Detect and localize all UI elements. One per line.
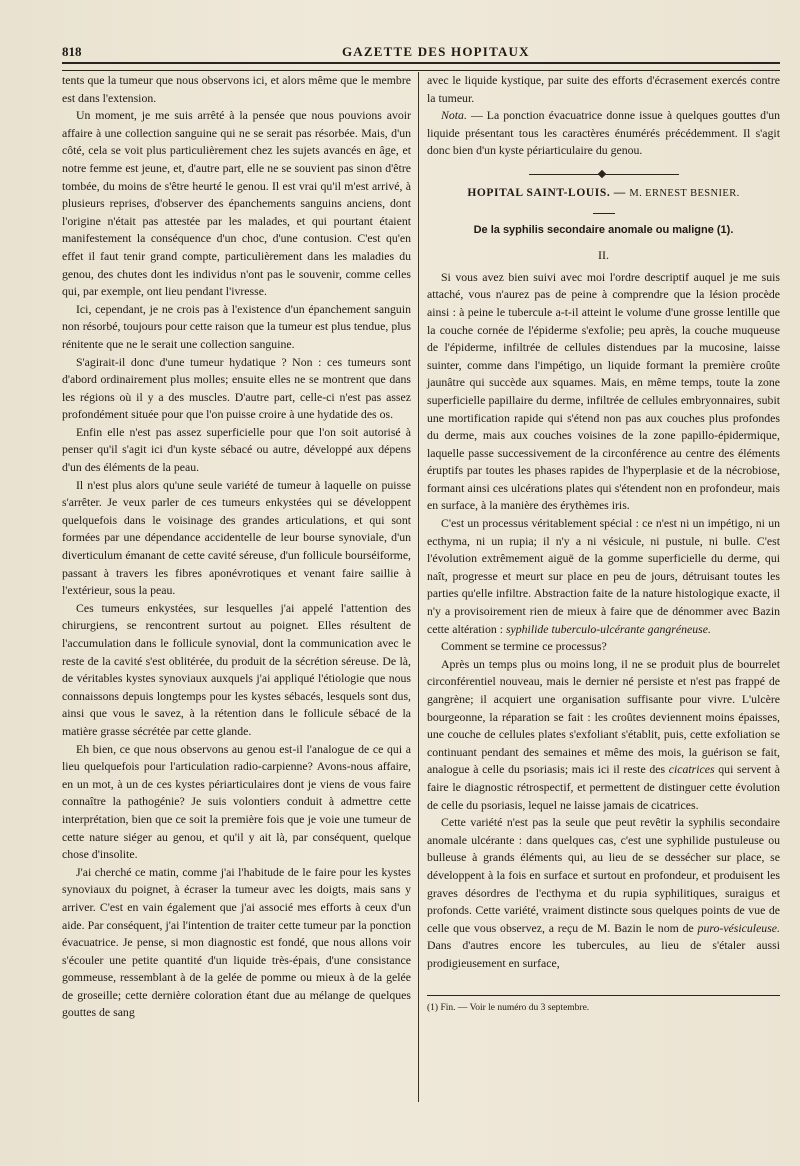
left-paragraph-3: Ici, cependant, je ne crois pas à l'existence d'un épanchement sanguin non résorbé, toujours pour cette raison que la tumeur est plus tendue, plus rénitente que ne le serait une collection sanguine.	[62, 301, 411, 351]
right-paragraph-5-end: Dans d'autres encore les tubercules, au lieu de s'étaler aussi prodigieusement en surface,	[427, 938, 780, 970]
header-rule	[62, 62, 780, 71]
left-paragraph-9: J'ai cherché ce matin, comme j'ai l'habitude de le faire pour les kystes synoviaux du poignet, à écraser la tumeur avec les doigts, mais sans y arriver. C'est en vain également que j'ai associé mes efforts à ceux d'un aide. Par conséquent, j'ai l'intention de traiter cette tumeur par la ponction évacuatrice. Je pense, si mon diagnostic est fondé, que nous allons voir s'écouler une petite quantité d'un liquide très-épais, d'une consistance gommeuse, ressemblant à de la gelée de pomme ou mieux à de la gelée de groseille; cette dernière coloration étant due au mélange de quelques gouttes de sang	[62, 864, 411, 1020]
hospital-heading	[427, 185, 780, 203]
right-paragraph-5-term: puro-vésiculeuse.	[697, 920, 780, 935]
left-paragraph-7: Ces tumeurs enkystées, sur lesquelles j'ai appelé l'attention des chirurgiens, se rencontrent surtout au poignet. Elles résultent de l'accumulation dans le follicule synovial, dont la communication avec le reste de la cavité s'est oblitérée, du produit de la sécrétion séreuse. De là, de véritables kystes synoviaux auxquels j'ai appliqué l'étiologie que nous connaissons depuis longtemps pour les kystes sébacés, lesquels sont dus, ainsi que vous le savez, à la rétention dans le follicule sébacé de la matière grasse sécrétée par cette glande.	[62, 600, 411, 738]
section-separator	[529, 174, 679, 175]
right-column	[427, 72, 780, 1015]
journal-title: GAZETTE DES HOPITAUX	[342, 44, 530, 59]
hospital-author: M. ERNEST BESNIER.	[629, 187, 740, 199]
right-paragraph-3: Comment se termine ce processus?	[441, 639, 607, 654]
left-paragraph-8: Eh bien, ce que nous observons au genou est-il l'analogue de ce qui a lieu quelquefois pour l'articulation radio-carpienne? Avons-nous affaire, en un mot, à un de ces kystes périarticulaires dont je viens de vous faire connaître la pathogénie? Je suis volontiers conduit à admettre cette interprétation, bien que ce soit la première fois que je voie une tumeur de cette nature siéger au genou, et qu'il y ait là, par conséquent, quelque chose d'insolite.	[62, 741, 411, 862]
hospital-name: HOPITAL SAINT-LOUIS. —	[467, 186, 630, 199]
right-paragraph-1: Si vous avez bien suivi avec moi l'ordre descriptif auquel je me suis attaché, vous n'aurez pas de peine à comprendre que la lésion procède ainsi : à peine le tubercule a-t-il atteint le volume d'une grosse lentille que la couche cornée de l'épiderme s'exfolie; peu après, la couche muqueuse de l'épiderme, infiltrée de cellules distendues par la mucosine, laisse suinter, comme dans l'impétigo, un liquide formant la première croûte jaunâtre qui succède aux squames. Mais, en même temps, toute la zone superficielle papillaire du derme, infiltrée de cellules embryonnaires, subit une mortification rapide qui s'étend non pas aux couches plus profondes du derme, mais aux couches voisines de la zone papillo-épidermique, laquelle passe successivement de la circonférence au centre des éléments éruptifs par toutes les phases rapides de l'hyperplasie et de la nécrobiose, formant ainsi ces ulcérations plates qui s'étendent non en profondeur, mais en surface, à la manière des érythèmes iris.	[427, 269, 780, 513]
nota-label: Nota.	[441, 108, 467, 123]
article-title: De la syphilis secondaire anomale ou maligne (1).	[473, 223, 734, 236]
right-paragraph-4-text: Après un temps plus ou moins long, il ne se produit plus de bourrelet circonférentiel nouveau, mais le dernier né persiste et n'est pas frappé de gangrène; il acquiert une organisation suffisante pour vivre. L'ulcère bourgeonne, la réparation se fait : les croûtes deviennent moins épaisses, une couche de cellules plates s'exfoliant s'établit, puis, cette exfoliation se continuant pendant des semaines et même des mois, la guérison se fait, analogue à celle du psoriasis; mais ici il reste des	[427, 656, 780, 777]
left-paragraph-5: Enfin elle n'est pas assez superficielle pour que l'on soit autorisé à penser qu'il s'agit ici d'un kyste sébacé ou autre, développé aux dépens d'un des éléments de la peau.	[62, 424, 411, 475]
left-paragraph-1: tents que la tumeur que nous observons ici, et alors même que le membre est dans l'extension.	[62, 73, 411, 105]
nota-text: — La ponction évacuatrice donne issue à quelques gouttes d'un liquide présentant tous les caractères énumérés précédemment. Il s'agit donc bien d'un kyste périarticulaire du genou.	[427, 108, 780, 158]
separator-ornament	[597, 170, 605, 178]
page-number: 818	[62, 44, 82, 59]
right-continuation: avec le liquide kystique, par suite des efforts d'écrasement exercés contre la tumeur.	[427, 73, 780, 105]
right-paragraph-2-text: C'est un processus véritablement spécial : ce n'est ni un impétigo, ni un ecthyma, ni un rupia; il n'y a ni vésicule, ni pustule, ni bulle. C'est l'évolution extrêmement aiguë de la gomme superficielle du derme, qui naît, progresse et meurt sur place en peu de jours, détruisant toutes les parties qu'elle infiltre. Abstraction faite de la nature histologique exacte, il n'y a provisoirement rien de mieux à faire que de dénommer avec Bazin cette altération :	[427, 516, 780, 636]
right-paragraph-4-end: qui servent à faire le diagnostic rétrospectif, et permettent de distinguer cette évolution de celle du psoriasis, lequel ne laisse jamais de cicatrices.	[427, 762, 780, 812]
short-rule	[593, 213, 615, 214]
right-paragraph-5	[427, 814, 780, 972]
section-number: II.	[598, 248, 609, 263]
right-paragraph-4-term: cicatrices	[668, 762, 715, 777]
left-column	[62, 72, 411, 1022]
left-paragraph-4: S'agirait-il donc d'une tumeur hydatique ? Non : ces tumeurs sont d'abord ordinairement plus molles; ensuite elles ne se montrent que dans les régions où il y a des muscles. D'autre part, celle-ci n'est pas assez profondément située pour que l'on puisse croire à une hydatide des os.	[62, 354, 411, 422]
right-paragraph-2	[427, 515, 780, 638]
column-divider	[418, 72, 419, 1102]
right-paragraph-4	[427, 656, 780, 814]
left-paragraph-2: Un moment, je me suis arrêté à la pensée que nous pouvions avoir affaire à une collection sanguine qui ne se serait pas résorbée. Mais, d'un côté, cela se voit plus particulièrement chez les sujets avancés en âge, et notre femme est jeune, et, d'autre part, elle ne se souvient pas sinon d'être tombée, du moins de s'être heurté le genou. Il est vrai qu'il m'est arrivé, à plusieurs reprises, d'observer des épanchements sanguins anciens, dont l'origine n'était pas attestée par les malades, et qui pourtant étaient manifestement la conséquence d'un choc, d'une contusion. C'est qu'en effet il faut tenir grand compte, particulièrement dans les maladies du genou, des chutes dont les individus n'ont pas le souvenir, comme celles qui, par exemple, ont lieu pendant l'ivresse.	[62, 108, 411, 299]
right-paragraph-2-term: syphilide tuberculo-ulcérante gangréneuse.	[505, 621, 711, 636]
nota-paragraph	[427, 107, 780, 160]
left-paragraph-6: Il n'est plus alors qu'une seule variété de tumeur à laquelle on puisse s'arrêter. Je veux parler de ces tumeurs enkystées qui se développent quelquefois dans le voisinage des grandes articulations, et qui sont formées par une dépendance accidentelle de leur bourse synoviale, d'un diverticulum émanant de cette cavité séreuse, d'un follicule bourséiforme, passant à travers les fibres aponévrotiques et venant faire saillie à l'extérieur, sous la peau.	[62, 477, 411, 598]
right-paragraph-5-text: Cette variété n'est pas la seule que peut revêtir la syphilis secondaire anomale ulcérante : dans quelques cas, c'est une syphilide pustuleuse ou bulleuse à grands éléments qui, au lieu de se dessécher sur place, se développent à la fois en surface et surtout en profondeur, et produisent les graves désordres de l'ecthyma et du rupia syphilitiques, suraigus et profonds. Cette variété, vraiment distincte sous quelques points de vue de celle que vous observez, a reçu de M. Bazin le nom de	[427, 815, 780, 935]
page-header	[62, 38, 780, 62]
footnote: (1) Fin. — Voir le numéro du 3 septembre.	[427, 1002, 590, 1013]
footnote-rule	[427, 995, 780, 996]
